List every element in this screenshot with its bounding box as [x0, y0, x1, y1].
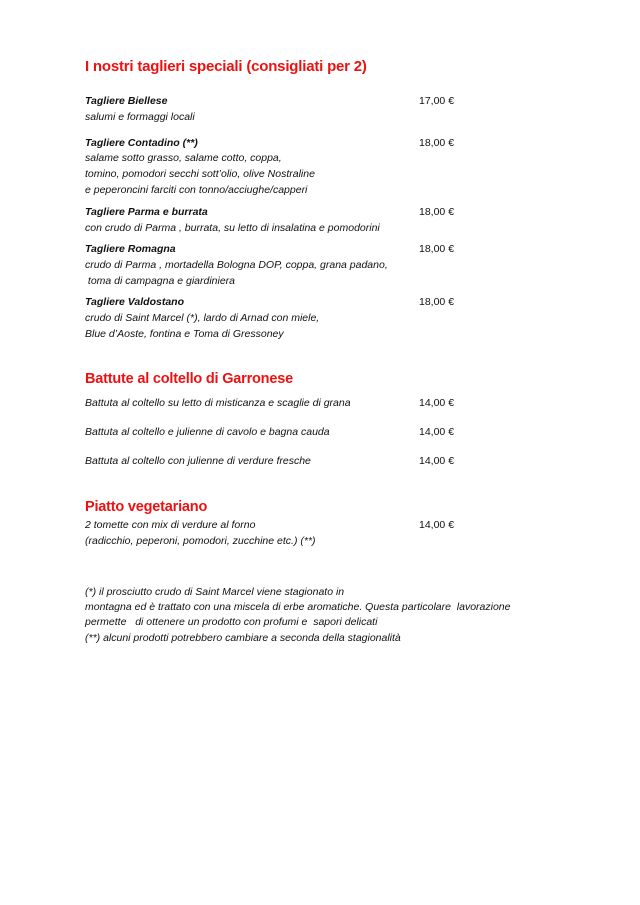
footnote: montagna ed è trattato con una miscela di erbe aromatiche. Questa particolare lavorazione — [85, 601, 511, 613]
item-price: 18,00 € — [419, 243, 455, 255]
item-price: 14,00 € — [419, 455, 455, 467]
item-price: 17,00 € — [419, 95, 455, 107]
section-title-taglieri: I nostri taglieri speciali (consigliati per 2) — [85, 58, 367, 75]
item-desc: tomino, pomodori secchi sott’olio, olive Nostraline — [85, 168, 315, 180]
item-desc: 2 tomette con mix di verdure al forno — [85, 519, 256, 531]
item-name: Battuta al coltello su letto di misticanza e scaglie di grana — [85, 397, 351, 409]
item-desc: Blue d’Aoste, fontina e Toma di Gressoney — [85, 328, 284, 340]
item-name: Tagliere Valdostano — [85, 296, 184, 308]
item-desc: e peperoncini farciti con tonno/acciughe/capperi — [85, 184, 308, 196]
item-desc: toma di campagna e giardiniera — [85, 275, 236, 287]
item-desc: con crudo di Parma , burrata, su letto di insalatina e pomodorini — [85, 222, 380, 234]
item-price: 18,00 € — [419, 206, 455, 218]
footnote: (**) alcuni prodotti potrebbero cambiare a seconda della stagionalità — [85, 632, 401, 644]
section-title-vegetariano: Piatto vegetariano — [85, 499, 208, 515]
item-desc: salumi e formaggi locali — [85, 111, 195, 123]
item-desc: (radicchio, peperoni, pomodori, zucchine etc.) (**) — [85, 535, 316, 547]
item-price: 18,00 € — [419, 137, 455, 149]
item-name: Tagliere Parma e burrata — [85, 206, 208, 218]
footnote: permette di ottenere un prodotto con profumi e sapori delicati — [85, 616, 378, 628]
item-name: Tagliere Biellese — [85, 95, 168, 107]
item-desc: salame sotto grasso, salame cotto, coppa, — [85, 152, 282, 164]
item-name: Tagliere Contadino (**) — [85, 137, 198, 149]
item-name: Battuta al coltello con julienne di verdure fresche — [85, 455, 311, 467]
item-desc: crudo di Saint Marcel (*), lardo di Arnad con miele, — [85, 312, 320, 324]
item-name: Battuta al coltello e julienne di cavolo e bagna cauda — [85, 426, 330, 438]
item-name: Tagliere Romagna — [85, 243, 176, 255]
item-desc: crudo di Parma , mortadella Bologna DOP, coppa, grana padano, — [85, 259, 388, 271]
footnote: (*) il prosciutto crudo di Saint Marcel viene stagionato in — [85, 586, 345, 598]
section-title-battute: Battute al coltello di Garronese — [85, 371, 293, 387]
item-price: 14,00 € — [419, 519, 455, 531]
item-price: 14,00 € — [419, 426, 455, 438]
item-price: 18,00 € — [419, 296, 455, 308]
item-price: 14,00 € — [419, 397, 455, 409]
